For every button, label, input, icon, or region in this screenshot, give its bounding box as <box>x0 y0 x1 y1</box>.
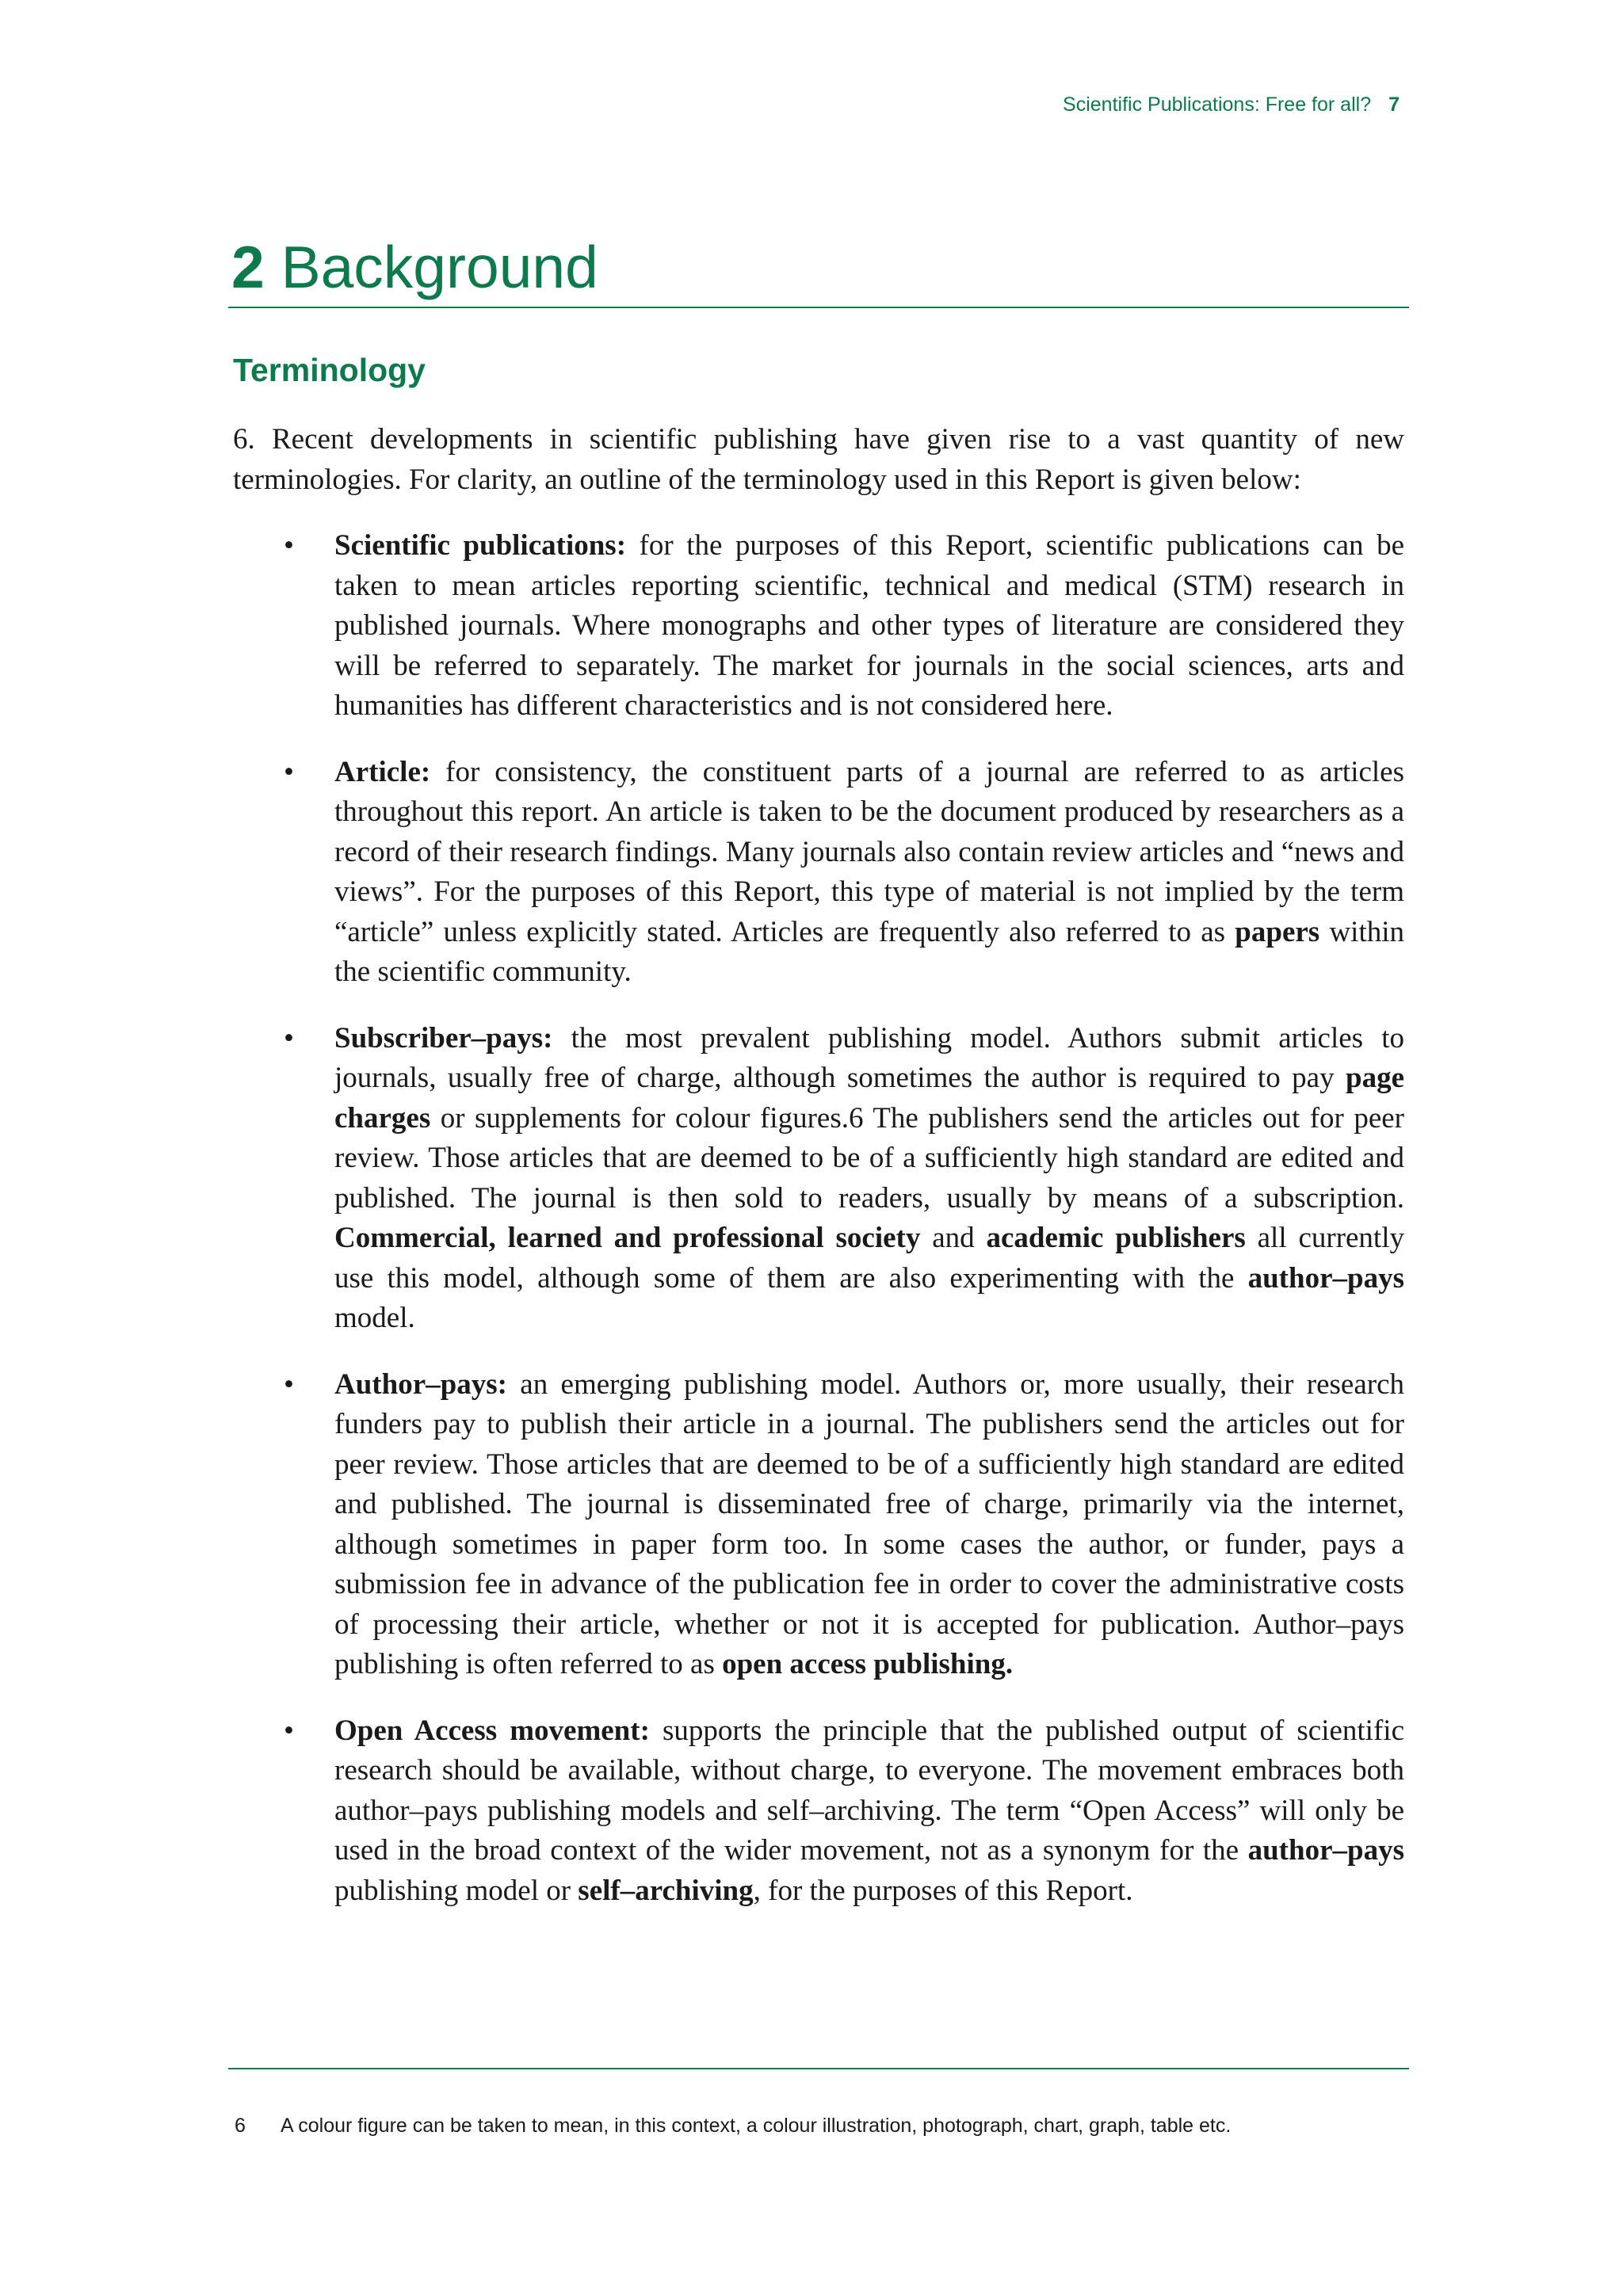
term-definition: or supplements for colour figures.6 The publishers send the articles out for peer review. Those articles that are deemed to be of a sufficiently high standard are edited and published. The journal is then sold to readers, usually by means of a subscription. <box>334 1101 1404 1215</box>
term-definition: supports the principle that the published output of scientific research should be available, without charge, to everyone. The movement embraces both author–pays publishing models and self–archiving. The term “Open Access” will only be used in the broad context of the wider movement, not as a synonym for the <box>334 1714 1404 1867</box>
footnote-text: A colour figure can be taken to mean, in this context, a colour illustration, photograph, chart, graph, table etc. <box>281 2115 1232 2137</box>
section-title: Terminology <box>233 352 426 388</box>
running-header <box>1063 93 1400 116</box>
list-item <box>233 1019 1404 1339</box>
chapter-divider <box>228 307 1409 308</box>
chapter-number: 2 <box>231 234 265 300</box>
emphasis-term: author–pays <box>1247 1261 1404 1295</box>
footnote-divider <box>228 2068 1409 2069</box>
running-title: Scientific Publications: Free for all? <box>1063 93 1372 116</box>
term-label: Open Access movement: <box>334 1714 650 1747</box>
term-label: Author–pays: <box>334 1367 507 1401</box>
bullet-icon: • <box>284 1021 294 1055</box>
emphasis-term: papers <box>1235 915 1320 948</box>
chapter-title: Background <box>281 234 598 300</box>
emphasis-term: Commercial, learned and professional society <box>334 1222 921 1254</box>
term-definition: for the purposes of this Report, scientific publications can be taken to mean articles reporting scientific, technical and medical (STM) research in published journals. Where monographs and other types of literature are considered they will be referred to separately. The market for journals in the social sciences, arts and humanities has different characteristics and is not considered here. <box>334 529 1404 722</box>
term-definition: the most prevalent publishing model. Authors submit articles to journals, usually free of charge, although sometimes the author is required to pay <box>334 1021 1404 1094</box>
list-item <box>233 526 1404 727</box>
bullet-icon: • <box>284 755 294 788</box>
term-definition: , for the purposes of this Report. <box>753 1874 1133 1907</box>
body-text <box>233 420 1404 1937</box>
term-definition: an emerging publishing model. Authors or, more usually, their research funders pay to publish their article in a journal. The publishers send the articles out for peer review. Those articles that are deemed to be of a sufficiently high standard are edited and published. The journal is disseminated free of charge, primarily via the internet, although sometimes in paper form too. In some cases the author, or funder, pays a submission fee in advance of the publication fee in order to cover the administrative costs of processing their article, whether or not it is accepted for publication. Author–pays publishing is often referred to as <box>334 1367 1404 1680</box>
emphasis-term: open access publishing. <box>722 1648 1014 1680</box>
term-label: Subscriber–pays: <box>334 1021 553 1055</box>
terminology-list <box>233 526 1404 1911</box>
term-definition: publishing model or <box>334 1874 579 1907</box>
emphasis-term: author–pays <box>1247 1834 1404 1867</box>
emphasis-term: academic publishers <box>986 1222 1246 1254</box>
term-label: Article: <box>334 755 431 788</box>
emphasis-term: self–archiving <box>578 1874 754 1907</box>
term-definition: and <box>920 1222 987 1254</box>
bullet-icon: • <box>284 529 294 562</box>
bullet-icon: • <box>284 1714 294 1747</box>
emphasis-term: page charges <box>334 1062 1404 1135</box>
footnote-number: 6 <box>235 2115 246 2137</box>
chapter-heading <box>231 231 1404 303</box>
list-item <box>233 753 1404 993</box>
term-definition: all currently use this model, although some of them are also experimenting with the <box>334 1222 1404 1295</box>
term-label: Scientific publications: <box>334 529 627 562</box>
intro-paragraph: 6. Recent developments in scientific publishing have given rise to a vast quantity of new terminologies. For clarity, an outline of the terminology used in this Report is given below: <box>233 423 1404 496</box>
term-definition: model. <box>334 1302 415 1334</box>
bullet-icon: • <box>284 1367 294 1401</box>
page-number: 7 <box>1388 93 1400 116</box>
term-definition: for consistency, the constituent parts of a journal are referred to as articles throughout this report. An article is taken to be the document produced by researchers as a record of their research findings. Many journals also contain review articles and “news and views”. For the purposes of this Report, this type of material is not implied by the term “article” unless explicitly stated. Articles are frequently also referred to as <box>334 755 1404 948</box>
list-item <box>233 1365 1404 1685</box>
footnote <box>235 2114 1407 2138</box>
list-item <box>233 1711 1404 1912</box>
term-definition: within the scientific community. <box>334 915 1405 988</box>
